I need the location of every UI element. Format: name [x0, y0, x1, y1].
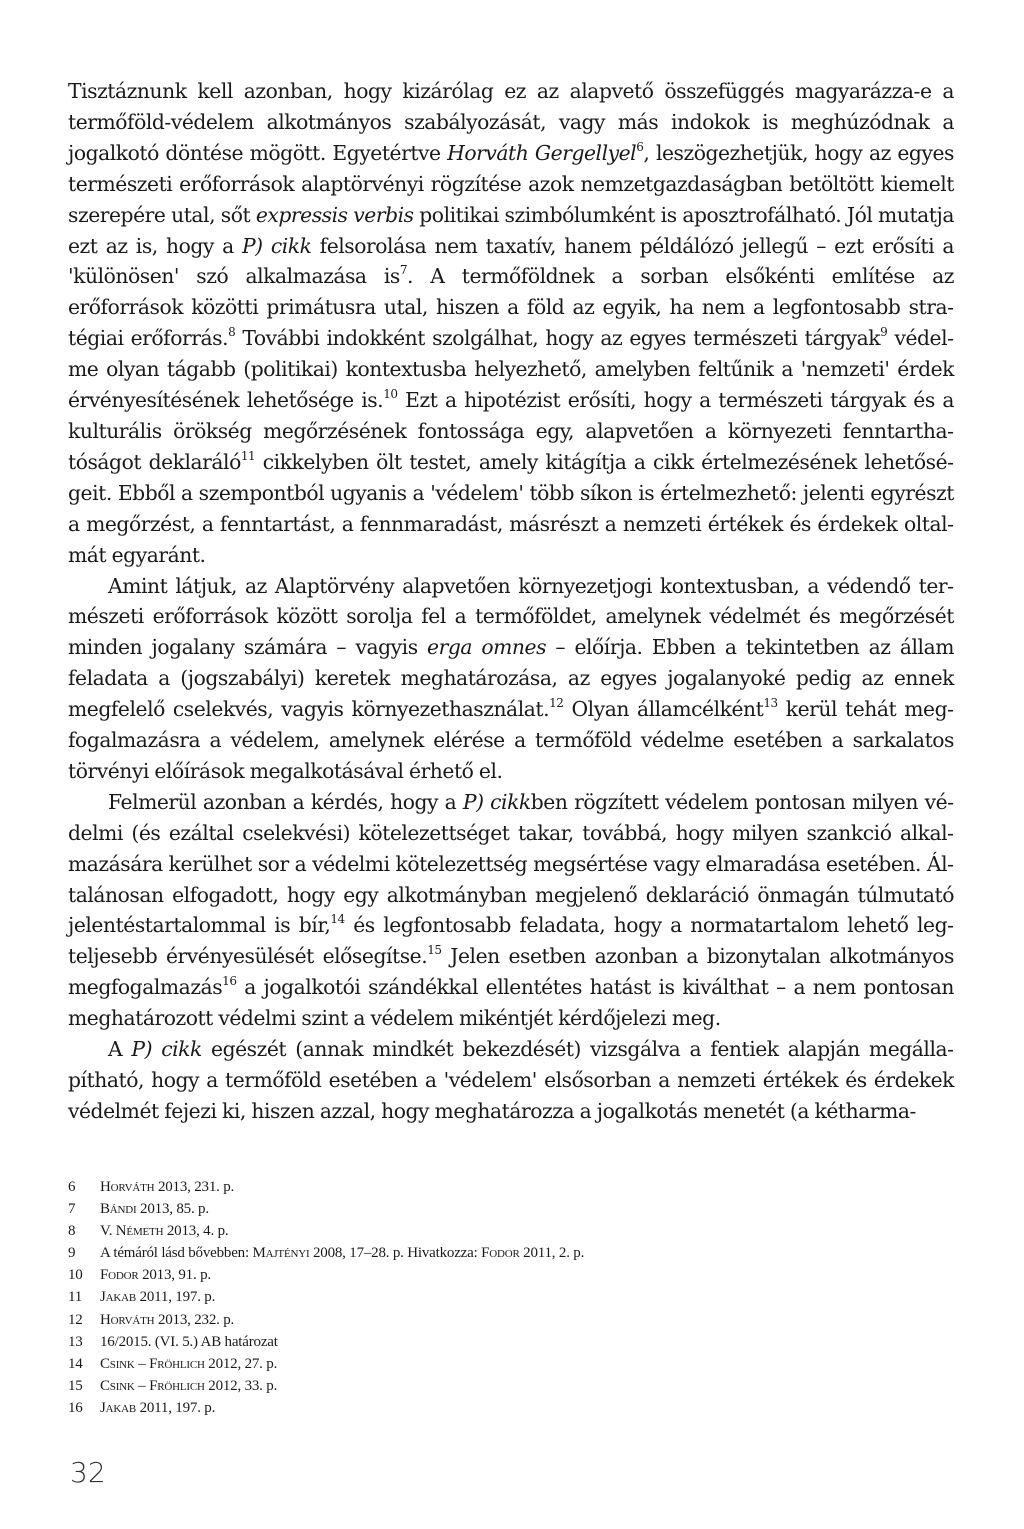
footnote-item	[68, 1264, 948, 1286]
footnote-ref[interactable]: 11	[240, 448, 256, 463]
emphasis: Horváth Gergellyel	[447, 140, 637, 165]
footnote-text: 2013, 91. p.	[138, 1267, 211, 1284]
body-text	[68, 76, 954, 1127]
footnote-ref[interactable]: 9	[880, 325, 888, 340]
footnote-text: 2013, 231. p.	[154, 1179, 235, 1195]
footnote-text: 16/2015. (VI. 5.) AB határozat	[100, 1333, 278, 1350]
footnote-item	[68, 1220, 948, 1242]
text-run: . A termőföldnek a sorban elsőkénti említése az erőforrások közötti primátusra utal, hiszen a föld az egyik, ha nem a legfontosabb stratégiai erőforrás.	[68, 264, 954, 351]
footnote-ref[interactable]: 14	[330, 912, 345, 927]
paragraph-1	[68, 76, 954, 571]
footnote-number: 7	[68, 1201, 76, 1218]
footnote-number: 9	[68, 1245, 76, 1262]
footnote-author: Fodor	[481, 1245, 520, 1262]
footnote-number: 11	[68, 1289, 83, 1306]
text-run: Jelen esetben azonban a bizonytalan alkotmányos megfogalmazás	[68, 944, 954, 1000]
paragraph-3	[68, 787, 954, 1034]
emphasis: P) cikk	[131, 1037, 202, 1062]
emphasis: P) cikk	[462, 789, 531, 814]
paragraph-2	[68, 571, 954, 787]
footnote-number: 12	[68, 1311, 83, 1328]
footnote-author: Horváth	[100, 1311, 155, 1328]
footnote-text: 2011, 2. p.	[519, 1245, 585, 1262]
footnote-author: Jakab	[100, 1399, 137, 1416]
text-run: védelme olyan tágabb (politikai) kontextusba helyezhető, amelyben feltűnik a 'nemzeti' érdek érvényesítésének lehetősége is.	[68, 326, 954, 413]
footnote-number: 14	[68, 1355, 83, 1372]
text-run: , leszögezhetjük, hogy az egyes természeti erőforrások alaptörvényi rögzítése azok nemzetgazdaságban betöltött kiemelt szerepére utal, sőt	[68, 140, 954, 227]
footnote-number: 10	[68, 1267, 83, 1284]
footnotes	[68, 1176, 948, 1419]
footnote-text: 2011, 197. p.	[136, 1289, 216, 1306]
footnote-item	[68, 1375, 948, 1397]
text-run: cikkelyben ölt testet, amely kitágítja a cikk értelmezésének lehetőségeit. Ebből a szempontból ugyanis a 'védelem' több síkon is értelmezhető: jelenti egyrészt a megőrzést, a fenntartást, a fennmaradást, másrészt a nemzeti értékek és érdekek oltalmát egyaránt.	[68, 449, 954, 567]
footnote-ref[interactable]: 13	[763, 696, 778, 711]
text-run: – előírja. Ebben a tekintetben az állam feladata a (jogszabályi) keretek meghatározása, az egyes jogalanyoké pedig az ennek megfelelő cselekvés, vagyis környezethasználat.	[68, 635, 954, 722]
footnote-text: 2013, 4. p.	[163, 1223, 229, 1240]
footnote-item	[68, 1198, 948, 1220]
footnote-text: 2013, 232. p.	[154, 1311, 235, 1328]
footnote-text: A témáról lásd bővebben:	[100, 1245, 253, 1262]
footnote-text: 2013, 85. p.	[136, 1201, 209, 1218]
emphasis: P) cikk	[241, 233, 312, 258]
footnote-author: V. Németh	[100, 1223, 164, 1240]
footnote-ref[interactable]: 16	[222, 974, 237, 989]
footnote-number: 16	[68, 1399, 83, 1416]
footnote-number: 13	[68, 1333, 83, 1350]
footnote-item	[68, 1397, 948, 1419]
page-number: 32	[70, 1456, 106, 1489]
footnote-ref[interactable]: 15	[427, 943, 442, 958]
footnote-number: 8	[68, 1223, 76, 1240]
footnote-author: Majtényi	[252, 1245, 310, 1262]
footnote-item	[68, 1176, 948, 1198]
emphasis: erga omnes	[427, 635, 547, 660]
footnote-author: Csink – Fröhlich	[100, 1377, 205, 1394]
footnote-text: 2012, 33. p.	[204, 1377, 278, 1394]
footnote-author: Fodor	[100, 1267, 139, 1284]
text-run: egészét (annak mindkét bekezdését) vizsgálva a fentiek alapján megállapítható, hogy a termőföld esetében a 'védelem' elsősorban a nemzeti értékek és érdekek védelmét fejezi ki, hiszen azzal, hogy meghatározza a jogalkotás menetét (a kétharma-	[68, 1037, 954, 1123]
footnote-author: Csink – Fröhlich	[100, 1355, 205, 1372]
footnote-number: 6	[68, 1179, 76, 1195]
text-run: Ezt a hipotézist erősíti, hogy a természeti tárgyak és a kulturális örökség megőrzésének fontossága egy, alapvetően a környezeti fenntarthatóságot deklaráló	[68, 388, 954, 474]
text-run: politikai szimbólumként is aposztrofálható. Jól mutatja ezt az is, hogy a	[68, 202, 954, 258]
footnote-ref[interactable]: 6	[636, 139, 644, 154]
footnote-text: 2012, 27. p.	[204, 1355, 278, 1372]
footnote-item	[68, 1286, 948, 1308]
text-run: Amint látjuk, az Alaptörvény alapvetően környezetjogi kontextusban, a védendő természeti erőforrások között sorolja fel a termőföldet, amelynek védelmét és megőrzését minden jogalany számára – vagyis	[68, 573, 954, 660]
text-run: Felmerül azonban a kérdés, hogy a	[108, 789, 463, 814]
footnote-text: 2011, 197. p.	[136, 1399, 216, 1416]
paragraph-4	[68, 1034, 954, 1127]
footnote-ref[interactable]: 8	[228, 325, 236, 340]
footnote-item	[68, 1242, 948, 1264]
emphasis: expressis verbis	[255, 202, 414, 227]
text-run: és legfontosabb feladata, hogy a normatartalom lehető legteljesebb érvényesülését elősegítse.	[68, 913, 954, 969]
footnote-author: Horváth	[100, 1179, 155, 1195]
footnote-item	[68, 1309, 948, 1331]
footnote-author: Bándi	[100, 1201, 137, 1218]
footnote-number: 15	[68, 1377, 83, 1394]
footnote-item	[68, 1353, 948, 1375]
footnote-item	[68, 1331, 948, 1353]
footnote-text: 2008, 17–28. p. Hivatkozza:	[309, 1245, 482, 1262]
text-run: felsorolása nem taxatív, hanem példálózó jellegű – ezt erősíti a 'különösen' szó alkalmazása is	[68, 233, 954, 289]
footnote-ref[interactable]: 10	[383, 387, 398, 402]
text-run: További indokként szolgálhat, hogy az egyes természeti tárgyak	[235, 326, 881, 351]
footnote-author: Jakab	[100, 1289, 137, 1306]
text-run: Olyan államcélként	[563, 697, 764, 722]
text-run: a jogalkotói szándékkal ellentétes hatást is kiválthat – a nem pontosan meghatározott védelmi szint a védelem mikéntjét kérdőjelezi meg.	[68, 975, 954, 1031]
text-run: kerül tehát megfogalmazásra a védelem, amelynek elérése a termőföld védelme esetében a sarkalatos törvényi előírások megalkotásával érhető el.	[68, 697, 954, 783]
text-run: Tisztáznunk kell azonban, hogy kizárólag ez az alapvető összefüggés magyarázza-e a termőföld-védelem alkotmányos szabályozását, vagy más indokok is meghúzódnak a jogalkotó döntése mögött. Egyetértve	[68, 79, 954, 165]
footnote-ref[interactable]: 12	[549, 696, 564, 711]
text-run: A	[108, 1037, 132, 1062]
footnote-ref[interactable]: 7	[399, 263, 408, 278]
text-run: ben rögzített védelem pontosan milyen védelmi (és ezáltal cselekvési) kötelezettséget takar, továbbá, hogy milyen szankció alkalmazására kerülhet sor a védelmi kötelezettség megsértése vagy elmaradása esetében. Általánosan elfogadott, hogy egy alkotmányban megjelenő deklaráció önmagán túlmutató jelentéstartalommal is bír,	[68, 789, 954, 938]
